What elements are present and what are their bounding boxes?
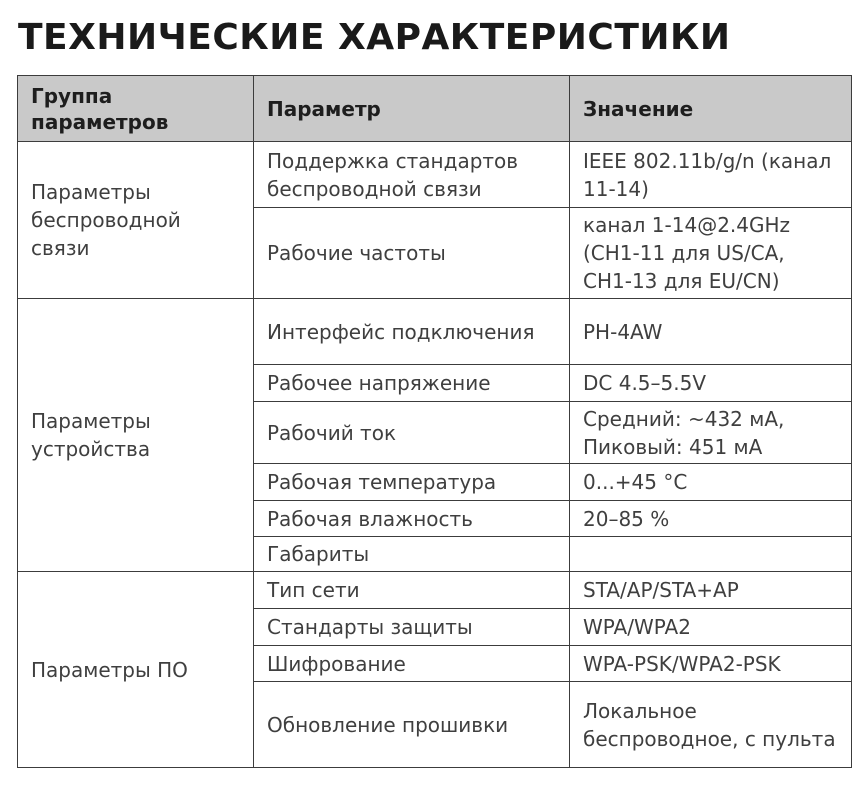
group-cell-device: Параметры устройства [18, 299, 254, 572]
param-cell: Стандарты защиты [254, 609, 570, 646]
value-cell: DC 4.5–5.5V [570, 365, 852, 402]
value-cell: Локальное беспроводное, с пульта [570, 682, 852, 768]
value-cell: WPA/WPA2 [570, 609, 852, 646]
value-cell: 0...+45 °C [570, 464, 852, 501]
group-cell-wireless: Параметры беспроводной связи [18, 142, 254, 299]
param-cell: Рабочее напряжение [254, 365, 570, 402]
value-cell: WPA-PSK/WPA2-PSK [570, 646, 852, 682]
value-cell [570, 537, 852, 572]
group-cell-software: Параметры ПО [18, 572, 254, 768]
param-cell: Рабочая влажность [254, 501, 570, 537]
table-row [18, 572, 852, 609]
page-title: ТЕХНИЧЕСКИЕ ХАРАКТЕРИСТИКИ [18, 17, 731, 58]
value-cell: PH-4AW [570, 299, 852, 365]
param-cell: Габариты [254, 537, 570, 572]
value-cell: Средний: ~432 мА, Пиковый: 451 мА [570, 402, 852, 464]
table-header-row [18, 76, 852, 142]
param-cell: Поддержка стандартов беспроводной связи [254, 142, 570, 208]
value-cell: STA/AP/STA+AP [570, 572, 852, 609]
param-cell: Рабочая температура [254, 464, 570, 501]
specifications-table [17, 75, 852, 768]
table-row [18, 299, 852, 365]
value-cell: 20–85 % [570, 501, 852, 537]
param-cell: Рабочий ток [254, 402, 570, 464]
header-parameter: Параметр [254, 76, 570, 142]
param-cell: Шифрование [254, 646, 570, 682]
header-group: Группа параметров [18, 76, 254, 142]
header-value: Значение [570, 76, 852, 142]
param-cell: Рабочие частоты [254, 208, 570, 299]
param-cell: Интерфейс подключения [254, 299, 570, 365]
value-cell: IEEE 802.11b/g/n (канал 11-14) [570, 142, 852, 208]
table-row [18, 142, 852, 208]
param-cell: Тип сети [254, 572, 570, 609]
param-cell: Обновление прошивки [254, 682, 570, 768]
value-cell: канал 1-14@2.4GHz (CH1-11 для US/CA, CH1-13 для EU/CN) [570, 208, 852, 299]
